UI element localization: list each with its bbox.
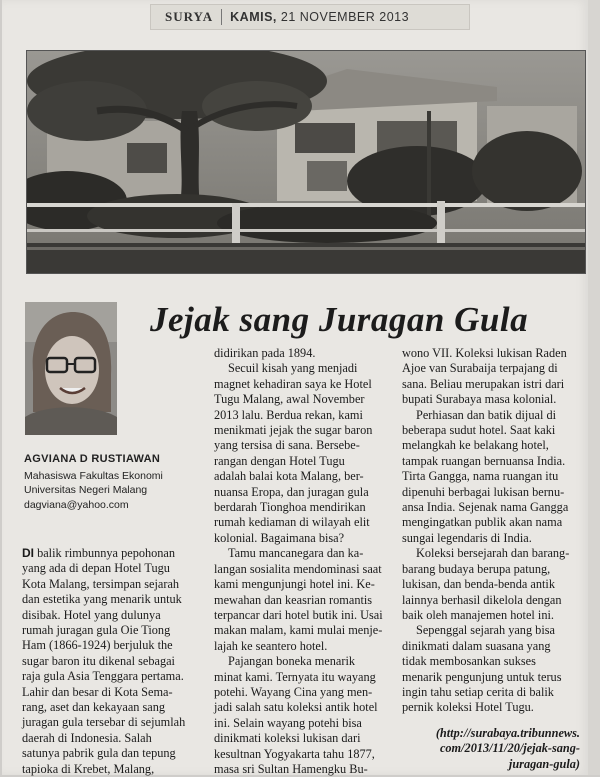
text-line: adalah balai kota Malang, ber- (214, 469, 364, 484)
text-line: baik oleh manajemen hotel ini. (402, 607, 554, 622)
text-line: melangkah ke belakang hotel, (402, 438, 549, 453)
text-line: bupati Surabaya masa kolonial. (402, 392, 557, 407)
text-line: langan sosialita mendominasi saat (214, 561, 382, 576)
text-line: beberapa sudut hotel. Saat kaki (402, 423, 556, 438)
text-line: tidak membosankan sukses (402, 654, 536, 669)
text-line: jadi salah satu koleksi antik hotel (214, 700, 378, 715)
author-name: AGVIANA D RUSTIAWAN (24, 453, 161, 465)
text-line: disibak. Hotel yang dulunya (22, 607, 161, 622)
text-line: ansa India. Sejenak nama Gangga (402, 500, 569, 515)
source-line: com/2013/11/20/jejak-sang- (439, 741, 580, 756)
text-line: 2013 lalu. Berdua rekan, kami (214, 407, 363, 422)
text-line: Koleksi bersejarah dan barang- (416, 546, 570, 561)
text-line: Lahir dan besar di Kota Sema- (22, 684, 173, 699)
text-line: menarik pengunjung untuk terus (402, 669, 562, 684)
text-line: sungai legendaris di India. (402, 530, 532, 545)
text-line: didirikan pada 1894. (214, 346, 316, 360)
text-line: rumah juragan gula Oie Tiong (22, 623, 171, 638)
author-byline (24, 452, 209, 512)
text-line: pernik koleksi Hotel Tugu. (402, 700, 534, 715)
source-line: (http://surabaya.tribunnews. (435, 725, 580, 740)
author-portrait (25, 302, 117, 435)
source-link[interactable] (402, 726, 580, 772)
publication-day: KAMIS, (230, 10, 277, 24)
text-line: menikmati jejak the sugar baron (214, 423, 373, 438)
text-line: Pajangan boneka menarik (228, 654, 356, 669)
newspaper-header (150, 4, 470, 30)
text-line: Ham (1866-1924) berjuluk the (22, 638, 173, 653)
text-line: mengingatkan publik akan nama (402, 515, 563, 530)
text-line: tampak ruangan bernuansa India. (402, 453, 566, 468)
article-column-2 (214, 346, 404, 777)
text-line: Tamu mancanegara dan ka- (228, 546, 364, 561)
author-affiliation-1: Mahasiswa Fakultas Ekonomi (24, 469, 163, 482)
text-line: ingin tahu setiap cerita di balik (402, 684, 554, 699)
header-divider (221, 9, 222, 25)
publication-date-value: 21 NOVEMBER 2013 (280, 10, 410, 24)
text-line (22, 546, 202, 561)
publication-date (230, 10, 409, 24)
text-line: rumah kediaman di wilayah elit (214, 515, 370, 530)
drop-cap: DI (22, 546, 34, 560)
text-line: masa sri Sultan Hamengku Bu- (214, 761, 368, 776)
article-title: Jejak sang Juragan Gula (150, 300, 529, 339)
text-line: dipenuhi berbagai lukisan bernu- (402, 484, 565, 499)
text-line: Perhiasan dan batik dijual di (416, 407, 557, 422)
text-line: dinikmati dalam suasana yang (402, 638, 551, 653)
text-line: mewahan dan keasrian romantis (214, 592, 373, 607)
text-line: lainnya berhasil dikelola dengan (402, 592, 562, 607)
author-affiliation-2: Universitas Negeri Malang (24, 484, 148, 496)
newspaper-brand: SURYA (165, 9, 214, 24)
text-line: dan estetika yang menarik untuk (22, 592, 182, 607)
text-line: Tirta Gangga, nama ruangan itu (402, 469, 559, 484)
text-line: yang tersisa di sana. Bersebe- (214, 438, 360, 453)
text-line: rang, aset dan kekayaan sang (22, 700, 166, 715)
text-line: makan malam, kami mulai menje- (214, 623, 383, 638)
text-line: minat kami. Ternyata itu wayang (214, 669, 376, 684)
source-line: juragan-gula) (508, 756, 580, 771)
text-line: lukisan, dan benda-benda antik (402, 577, 555, 592)
hotel-tugu-photo (26, 50, 586, 274)
text-line: ini. Selain wayang potehi bisa (214, 715, 362, 730)
text-line: satunya pabrik gula dan tepung (22, 746, 176, 761)
text-line: barang budaya berupa patung, (402, 561, 551, 576)
text-line: rangan dengan Hotel Tugu (214, 453, 345, 468)
text-line: Sepenggal sejarah yang bisa (416, 623, 555, 638)
text-line: tapioka di Krebet, Malang, (22, 761, 155, 776)
text-line: Secuil kisah yang menjadi (228, 361, 358, 376)
text-line: berdarah Tionghoa mendirikan (214, 500, 366, 515)
article-column-3 (402, 346, 580, 772)
text-line: magnet kehadiran saya ke Hotel (214, 376, 372, 391)
page-edge (588, 0, 600, 775)
text-line: lajah ke seantero hotel. (214, 638, 328, 653)
text-line: daerah di Indonesia. Salah (22, 730, 152, 745)
text-line: kesultnan Yogyakarta tahu 1877, (214, 746, 375, 761)
article-column-1 (22, 546, 202, 777)
text-line: sana. Beliau merupakan istri dari (402, 376, 565, 391)
text-line: wono VII. Koleksi lukisan Raden (402, 346, 567, 360)
text-line: Tugu Malang, awal November (214, 392, 365, 407)
text-line: sugar baron itu dikenal sebagai (22, 653, 175, 668)
text-line: dinikmati koleksi lukisan dari (214, 731, 361, 746)
text-line: potehi. Wayang Cina yang men- (214, 684, 373, 699)
text-line: nuansa Eropa, dan juragan gula (214, 484, 369, 499)
text-line: yang ada di depan Hotel Tugu (22, 561, 170, 576)
text-line: kami mengunjungi hotel ini. Ke- (214, 577, 375, 592)
text-line: Ajoe van Surabaija terpajang di (402, 361, 558, 376)
text-line: Kota Malang, tersimpan sejarah (22, 576, 180, 591)
text-line: terpancar dari hotel butik ini. Usai (214, 607, 383, 622)
text-line: kolonial. Bagaimana bisa? (214, 530, 345, 545)
text-line-rest: balik rimbunnya pepohonan (34, 546, 176, 560)
text-line: juragan gula tersebar di sejumlah (22, 715, 186, 730)
author-email: dagviana@yahoo.com (24, 498, 129, 511)
text-line: raja gula Asia Tenggara pertama. (22, 669, 184, 684)
